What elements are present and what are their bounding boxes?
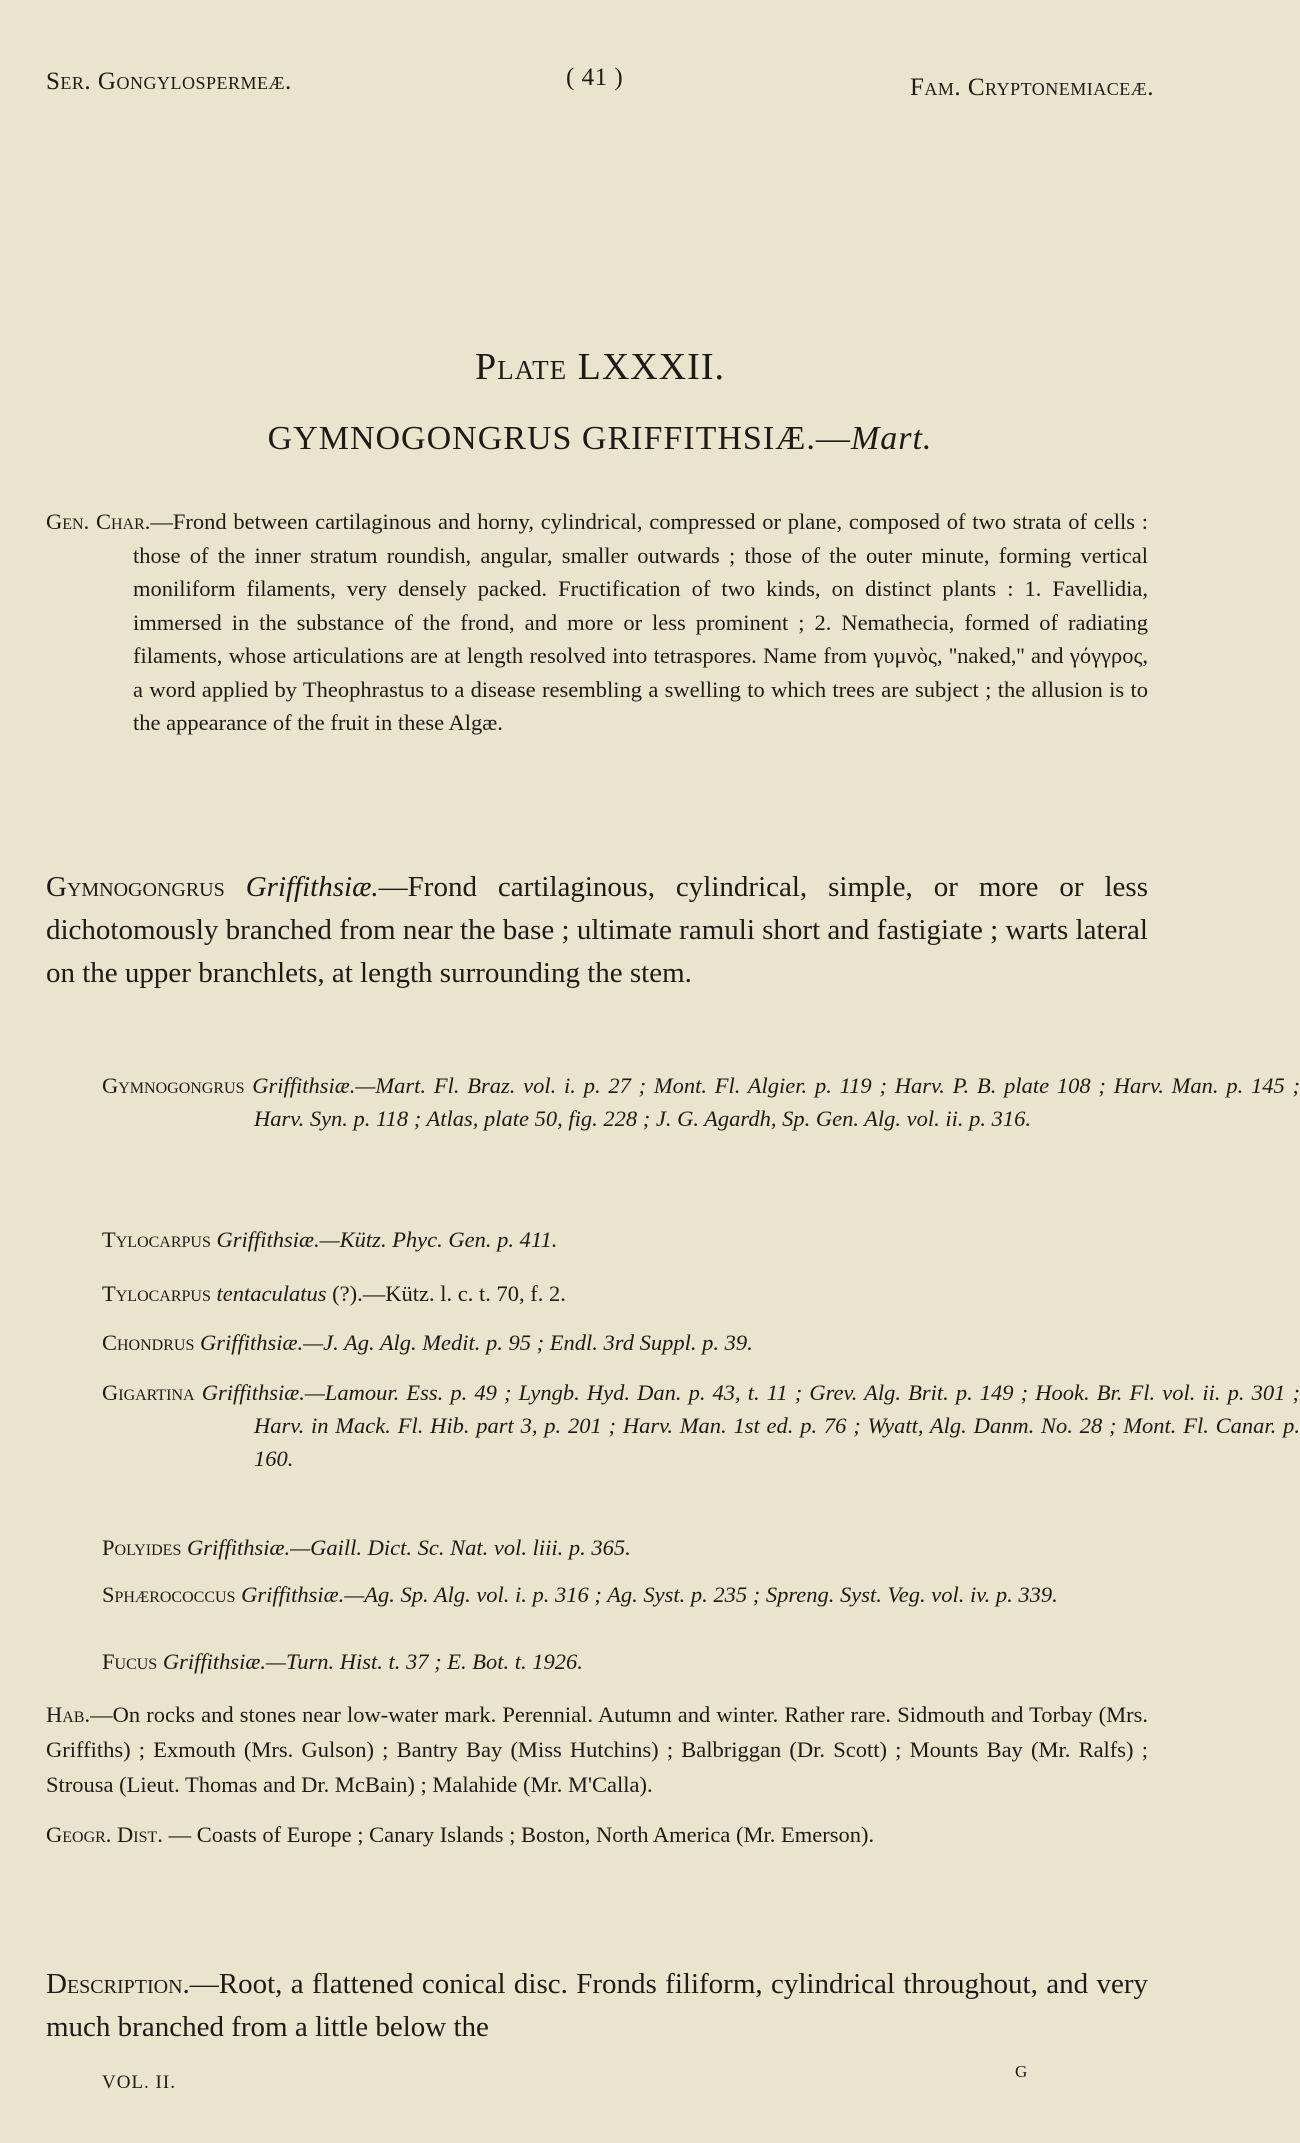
synonym-species: tentaculatus [216,1281,327,1306]
description [46,1963,1148,2049]
synonym-genus: Gigartina [102,1380,195,1405]
synonym-genus: Polyides [102,1535,182,1560]
geogr-label: Geogr. Dist. [46,1822,163,1847]
synonym-entry [102,1069,1300,1135]
synonym-reference: —J. Ag. Alg. Medit. p. 95 ; Endl. 3rd Suppl. p. 39. [303,1330,753,1355]
synonym-species: Griffithsiæ. [241,1582,345,1607]
synonym-genus: Tylocarpus [102,1281,211,1306]
habitat-label: Hab. [46,1702,91,1727]
page-number: ( 41 ) [566,64,624,91]
synonym-species: Griffithsiæ. [186,1535,291,1560]
synonym-species: Griffithsiæ. [199,1330,304,1355]
volume-footer: VOL. II. [102,2072,176,2093]
gen-char-text: —Frond between cartilaginous and horny, cylindrical, compressed or plane, composed of two strata of cells : those of the inner stratum roundish, angular, smaller outwards ; those of the outer minute, forming vertical moniliform filaments, very densely packed. Fructification of two kinds, on distinct plants : 1. Favellidia, immersed in the substance of the frond, and more or less prominent ; 2. Nemathecia, formed of radiating filaments, whose articulations are at length resolved into tetraspores. Name from γυμνὸς, ''naked,'' and γόγγρος, a word applied by Theophrastus to a disease resembling a swelling to which trees are subject ; the allusion is to the appearance of the fruit in these Algæ. [133,509,1148,735]
synonym-reference: —Turn. Hist. t. 37 ; E. Bot. t. 1926. [265,1649,583,1674]
gen-char-label: Gen. Char. [46,509,151,534]
synonym-entry [102,1578,1300,1611]
diagnosis-text: —Frond cartilaginous, cylindrical, simple, or more or less dichotomously branched from near the base ; ultimate ramuli short and fastigiate ; warts lateral on the upper branchlets, at length surrounding the stem. [46,871,1148,989]
synonym-reference: —Mart. Fl. Braz. vol. i. p. 27 ; Mont. Fl. Algier. p. 119 ; Harv. P. B. plate 108 ; Harv. Man. p. 145 ; Harv. Syn. p. 118 ; Atlas, plate 50, fig. 228 ; J. G. Agardh, Sp. Gen. Alg. vol. ii. p. 316. [254,1073,1300,1131]
synonym-species: Griffithsiæ. [252,1073,356,1098]
synonym-entry [102,1326,1300,1359]
diagnosis-genus: Gymnogongrus [46,871,225,903]
synonym-reference: —Kütz. Phyc. Gen. p. 411. [319,1227,558,1252]
species-diagnosis [46,866,1148,995]
synonym-genus: Fucus [102,1649,158,1674]
synonym-entry [102,1223,1300,1256]
diagnosis-species: Griffithsiæ. [245,871,379,903]
synonym-reference: (?).—Kütz. l. c. t. 70, f. 2. [326,1281,566,1306]
synonym-genus: Gymnogongrus [102,1073,245,1098]
synonym-entry [102,1277,1300,1310]
habitat-text: —On rocks and stones near low-water mark. Perennial. Autumn and winter. Rather rare. Sidmouth and Torbay (Mrs. Griffiths) ; Exmouth (Mrs. Gulson) ; Bantry Bay (Miss Hutchins) ; Balbriggan (Dr. Scott) ; Mounts Bay (Mr. Ralfs) ; Strousa (Lieut. Thomas and Dr. McBain) ; Malahide (Mr. M'Calla). [46,1702,1148,1797]
synonym-genus: Chondrus [102,1330,195,1355]
plate-title: Plate LXXXII. [475,346,725,388]
geographic-distribution [46,1817,1148,1852]
synonym-entry [102,1531,1300,1564]
synonym-species: Griffithsiæ. [201,1380,305,1405]
description-text: —Root, a flattened conical disc. Fronds filiform, cylindrical throughout, and very much branched from a little below the [46,1968,1148,2043]
synonym-entry [102,1645,1300,1678]
synonym-reference: —Ag. Sp. Alg. vol. i. p. 316 ; Ag. Syst. p. 235 ; Spreng. Syst. Veg. vol. iv. p. 339. [344,1582,1058,1607]
species-authority: Mart. [850,420,933,457]
synonym-entry [102,1376,1300,1475]
signature-mark: G [1015,2062,1028,2081]
synonym-genus: Tylocarpus [102,1227,211,1252]
running-head [46,64,1154,104]
habitat [46,1697,1148,1802]
description-label: Description. [46,1968,190,2000]
species-title [0,420,1200,458]
geogr-text: — Coasts of Europe ; Canary Islands ; Boston, North America (Mr. Emerson). [162,1822,875,1847]
running-head-family: Fam. Cryptonemiaceæ. [909,74,1154,101]
species-name: GYMNOGONGRUS GRIFFITHSIÆ.— [267,420,851,457]
synonym-species: Griffithsiæ. [162,1649,266,1674]
synonym-reference: —Lamour. Ess. p. 49 ; Lyngb. Hyd. Dan. p. 43, t. 11 ; Grev. Alg. Brit. p. 149 ; Hook. Br. Fl. vol. ii. p. 301 ; Harv. in Mack. Fl. Hib. part 3, p. 201 ; Harv. Man. 1st ed. p. 76 ; Wyatt, Alg. Danm. No. 28 ; Mont. Fl. Canar. p. 160. [254,1380,1300,1471]
synonym-genus: Sphærococcus [102,1582,236,1607]
synonym-reference: —Gaill. Dict. Sc. Nat. vol. liii. p. 365. [290,1535,631,1560]
generic-character [46,505,1148,740]
running-head-series: Ser. Gongylospermeæ. [46,68,292,95]
synonym-species: Griffithsiæ. [216,1227,320,1252]
